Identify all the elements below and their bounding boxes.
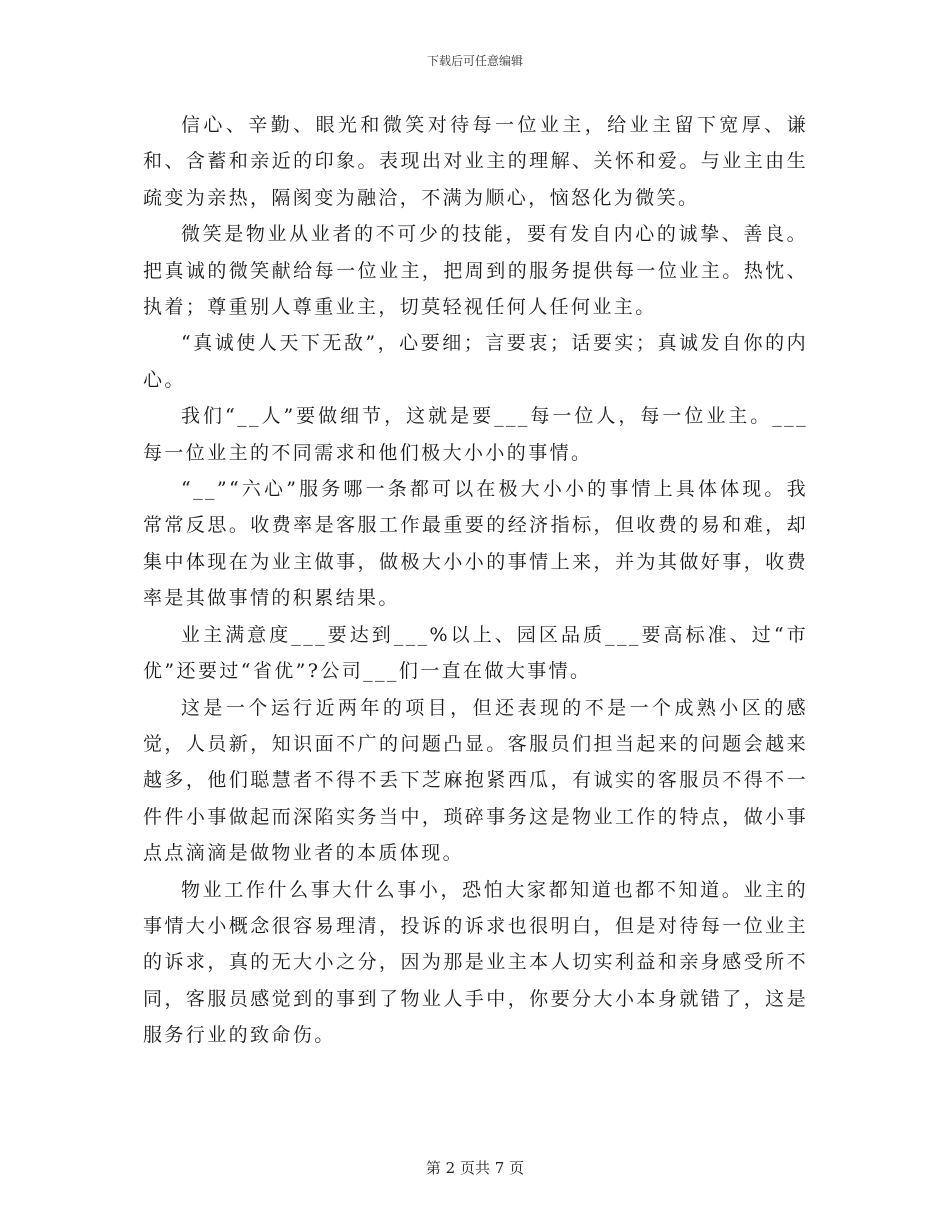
paragraph: 这是一个运行近两年的项目，但还表现的不是一个成熟小区的感觉，人员新，知识面不广的问题凸显。客服员们担当起来的问题会越来越多，他们聪慧者不得不丢下芝麻抱紧西瓜，有诚实的客服员不得不一件件小事做起而深陷实务当中，琐碎事务这是物业工作的特点，做小事点点滴滴是做物业者的本质体现。	[143, 696, 808, 865]
paragraph: 信心、辛勤、眼光和微笑对待每一位业主，给业主留下宽厚、谦和、含蓄和亲近的印象。表现出对业主的理解、关怀和爱。与业主由生疏变为亲热，隔阂变为融洽，不满为顺心，恼怒化为微笑。	[143, 114, 808, 209]
paragraph: “真诚使人天下无敌”，心要细；言要衷；话要实；真诚发自你的内心。	[143, 332, 808, 391]
paragraph: 业主满意度___要达到___%以上、园区品质___要高标准、过“市优”还要过“省优”?公司___们一直在做大事情。	[143, 623, 808, 683]
paragraph: 微笑是物业从业者的不可少的技能，要有发自内心的诚挚、善良。把真诚的微笑献给每一位业主，把周到的服务提供每一位业主。热忱、执着；尊重别人尊重业主，切莫轻视任何人任何业主。	[143, 223, 808, 319]
paragraph: “__”“六心”服务哪一条都可以在极大小小的事情上具体体现。我常常反思。收费率是客服工作最重要的经济指标，但收费的易和难，却集中体现在为业主做事，做极大小小的事情上来，并为其做好事，收费率是其做事情的积累结果。	[143, 478, 808, 610]
page-footer: 第 2 页共 7 页	[425, 1159, 525, 1177]
paragraph: 物业工作什么事大什么事小，恐怕大家都知道也都不知道。业主的事情大小概念很容易理清，投诉的诉求也很明白，但是对待每一位业主的诉求，真的无大小之分，因为那是业主本人切实利益和亲身感受所不同，客服员感觉到的事到了物业人手中，你要分大小本身就错了，这是服务行业的致命伤。	[143, 878, 808, 1047]
document-body	[143, 107, 808, 1054]
paragraph: 我们“__人”要做细节，这就是要___每一位人，每一位业主。___每一位业主的不同需求和他们极大小小的事情。	[143, 405, 808, 464]
page-header: 下载后可任意编辑	[426, 54, 523, 68]
